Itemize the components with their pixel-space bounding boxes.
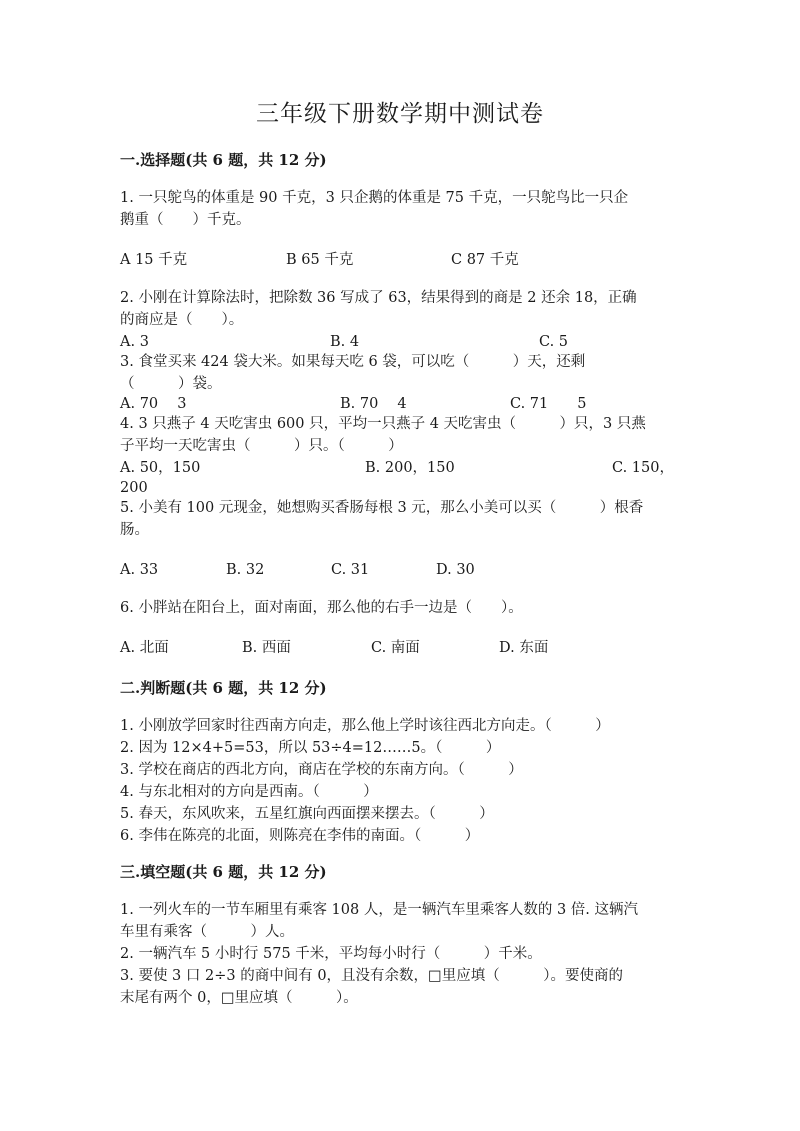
judgement-item: 2. 因为 12×4+5=53，所以 53÷4=12……5。（ ） [120,740,501,756]
q4-text-line1: 4. 3 只燕子 4 天吃害虫 600 只，平均一只燕子 4 天吃害虫（ ）只，3 只燕 [120,416,646,432]
q3-text-line1: 3. 食堂买来 424 袋大米。如果每天吃 6 袋，可以吃（ ）天，还剩 [120,354,586,370]
q6-option-a: A. 北面 [120,640,169,656]
fill-q1-line2: 车里有乘客（ ）人。 [120,924,294,940]
fill-q3-line1: 3. 要使 3 口 2÷3 的商中间有 0，且没有余数，□里应填（ ）。要使商的 [120,968,623,984]
q3-text-line2: （ ）袋。 [120,376,222,392]
q2-option-b: B. 4 [330,334,360,350]
judgement-item: 3. 学校在商店的西北方向，商店在学校的东南方向。（ ） [120,762,523,778]
q4-option-b: B. 200，150 [365,460,455,476]
judgement-item: 1. 小刚放学回家时往西南方向走，那么他上学时该往西北方向走。（ ） [120,718,610,734]
q4-option-c-continued: 200 [120,480,148,496]
q2-option-a: A. 3 [120,334,149,350]
fill-q2: 2. 一辆汽车 5 小时行 575 千米，平均每小时行（ ）千米。 [120,946,542,962]
section-heading-judgement: 二.判断题(共 6 题，共 12 分) [120,679,327,697]
judgement-item: 4. 与东北相对的方向是西南。（ ） [120,784,378,800]
q5-option-a: A. 33 [120,562,159,578]
fill-q1-line1: 1. 一列火车的一节车厢里有乘客 108 人，是一辆汽车里乘客人数的 3 倍. 这辆汽 [120,902,638,918]
fill-q3-line2: 末尾有两个 0，□里应填（ ）。 [120,990,358,1006]
q1-option-b: B 65 千克 [286,252,354,268]
q1-text-line2: 鹅重（ ）千克。 [120,212,251,228]
section-heading-fill-blank: 三.填空题(共 6 题，共 12 分) [120,863,327,881]
q5-option-d: D. 30 [436,562,475,578]
q6-option-d: D. 东面 [499,640,549,656]
q6-option-b: B. 西面 [242,640,291,656]
judgement-item: 5. 春天，东风吹来，五星红旗向西面摆来摆去。（ ） [120,806,494,822]
q2-text-line1: 2. 小刚在计算除法时，把除数 36 写成了 63，结果得到的商是 2 还余 18，正确 [120,290,637,306]
q4-option-c: C. 150， [612,460,674,476]
q5-text-line2: 肠。 [120,522,149,538]
q1-option-c: C 87 千克 [451,252,519,268]
q4-option-a: A. 50，150 [120,460,201,476]
q1-option-a: A 15 千克 [120,252,188,268]
q2-option-c: C. 5 [539,334,569,350]
q6-option-c: C. 南面 [371,640,420,656]
q3-option-c: C. 71 5 [510,396,587,412]
page-title: 三年级下册数学期中测试卷 [256,101,544,127]
q3-option-b: B. 70 4 [340,396,407,412]
q5-option-c: C. 31 [331,562,370,578]
q2-text-line2: 的商应是（ ）。 [120,312,244,328]
q5-text-line1: 5. 小美有 100 元现金，她想购买香肠每根 3 元，那么小美可以买（ ）根香 [120,500,644,516]
q1-text-line1: 1. 一只鸵鸟的体重是 90 千克，3 只企鹅的体重是 75 千克，一只鸵鸟比一只企 [120,190,629,206]
judgement-item: 6. 李伟在陈亮的北面，则陈亮在李伟的南面。（ ） [120,828,480,844]
q3-option-a: A. 70 3 [120,396,187,412]
q6-text-line1: 6. 小胖站在阳台上，面对南面，那么他的右手一边是（ ）。 [120,600,523,616]
q4-text-line2: 子平均一天吃害虫（ ）只。（ ） [120,438,403,454]
section-heading-choice: 一.选择题(共 6 题，共 12 分) [120,151,327,169]
q5-option-b: B. 32 [226,562,265,578]
